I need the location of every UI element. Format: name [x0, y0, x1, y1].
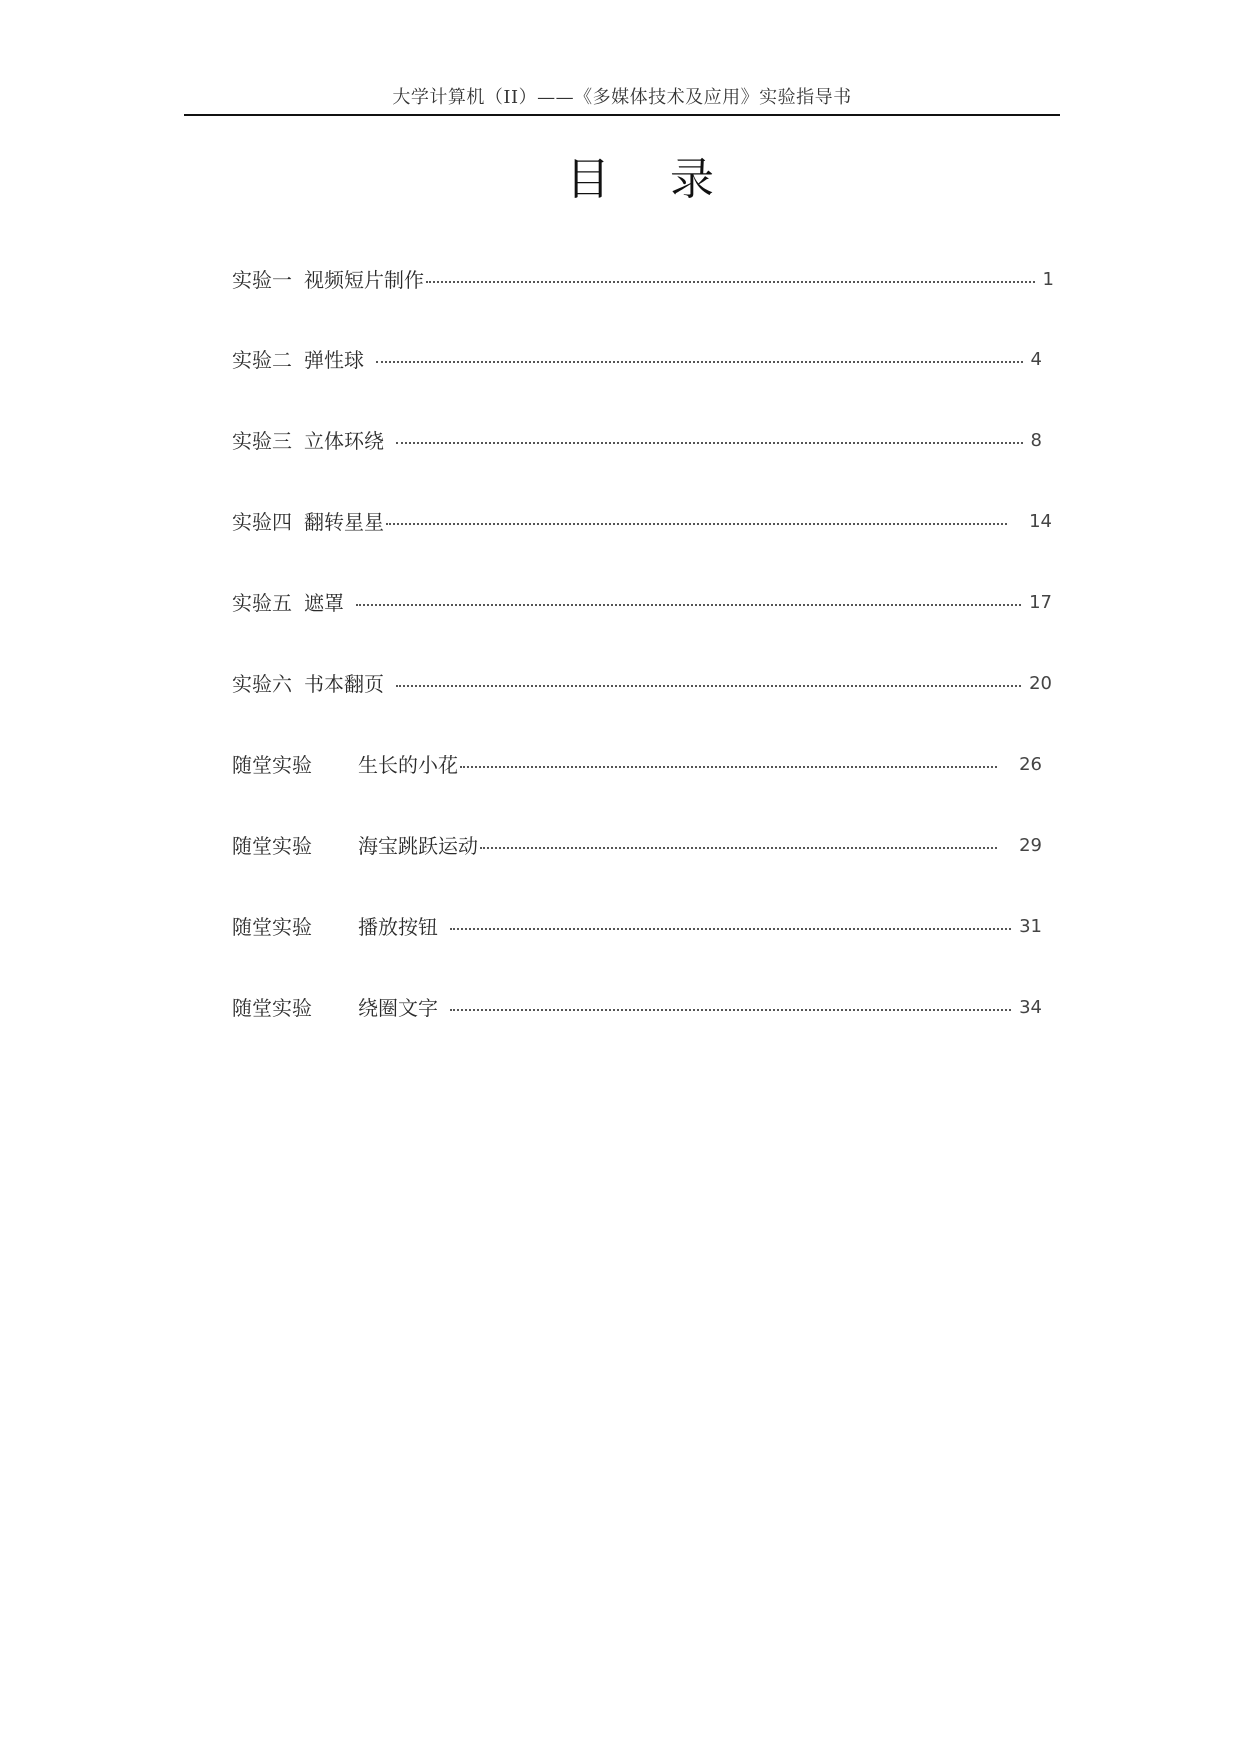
toc-entry-title: 视频短片制作	[304, 268, 424, 292]
leader-dots	[386, 523, 1007, 525]
toc-entry-page: 4	[1030, 349, 1042, 370]
toc-entry-title: 立体环绕	[304, 429, 384, 453]
toc-entry-page: 20	[1029, 673, 1052, 694]
leader-dots	[396, 685, 1021, 687]
toc-entry-label: 实验三	[232, 429, 292, 453]
leader-dots	[396, 442, 1023, 444]
toc-entry-label: 随堂实验	[232, 915, 312, 939]
leader-dots	[426, 281, 1035, 283]
page-title: 目录	[566, 154, 774, 205]
toc-entry-title: 书本翻页	[304, 672, 384, 696]
toc-entry-title: 海宝跳跃运动	[358, 834, 478, 858]
toc-entry-label: 实验四	[232, 510, 292, 534]
page-header: 大学计算机（II）——《多媒体技术及应用》实验指导书	[392, 87, 852, 108]
toc-entry-4[interactable]	[232, 504, 1052, 540]
toc-entry-title: 弹性球	[304, 348, 364, 372]
toc-entry-6[interactable]	[232, 666, 1052, 702]
toc-entry-page: 14	[1029, 511, 1052, 532]
toc-entry-10[interactable]	[232, 990, 1042, 1026]
toc-entry-9[interactable]	[232, 909, 1042, 945]
toc-entry-5[interactable]	[232, 585, 1052, 621]
leader-dots	[356, 604, 1021, 606]
toc-entry-1[interactable]	[232, 262, 1054, 298]
toc-entry-page: 34	[1019, 997, 1042, 1018]
toc-entry-title: 翻转星星	[304, 510, 384, 534]
toc-entry-8[interactable]	[232, 828, 1042, 864]
toc-entry-label: 实验五	[232, 591, 292, 615]
leader-dots	[460, 766, 997, 768]
toc-entry-2[interactable]	[232, 342, 1042, 378]
toc-entry-page: 8	[1030, 430, 1042, 451]
toc-entry-title: 播放按钮	[358, 915, 438, 939]
toc-entry-label: 实验六	[232, 672, 292, 696]
toc-entry-3[interactable]	[232, 423, 1042, 459]
header-rule	[184, 114, 1060, 116]
toc-entry-title: 绕圈文字	[358, 996, 438, 1020]
toc-entry-title: 生长的小花	[358, 753, 458, 777]
toc-entry-label: 实验二	[232, 348, 292, 372]
toc-entry-label: 随堂实验	[232, 753, 312, 777]
toc-entry-page: 31	[1019, 916, 1042, 937]
toc-entry-label: 实验一	[232, 268, 292, 292]
toc-entry-label: 随堂实验	[232, 996, 312, 1020]
toc-entry-label: 随堂实验	[232, 834, 312, 858]
toc-entry-7[interactable]	[232, 747, 1042, 783]
toc-entry-page: 1	[1042, 269, 1054, 290]
leader-dots	[450, 928, 1011, 930]
toc-entry-page: 26	[1019, 754, 1042, 775]
toc-entry-page: 29	[1019, 835, 1042, 856]
leader-dots	[376, 361, 1023, 363]
toc-entry-page: 17	[1029, 592, 1052, 613]
toc-entry-title: 遮罩	[304, 591, 344, 615]
leader-dots	[450, 1009, 1011, 1011]
leader-dots	[480, 847, 997, 849]
